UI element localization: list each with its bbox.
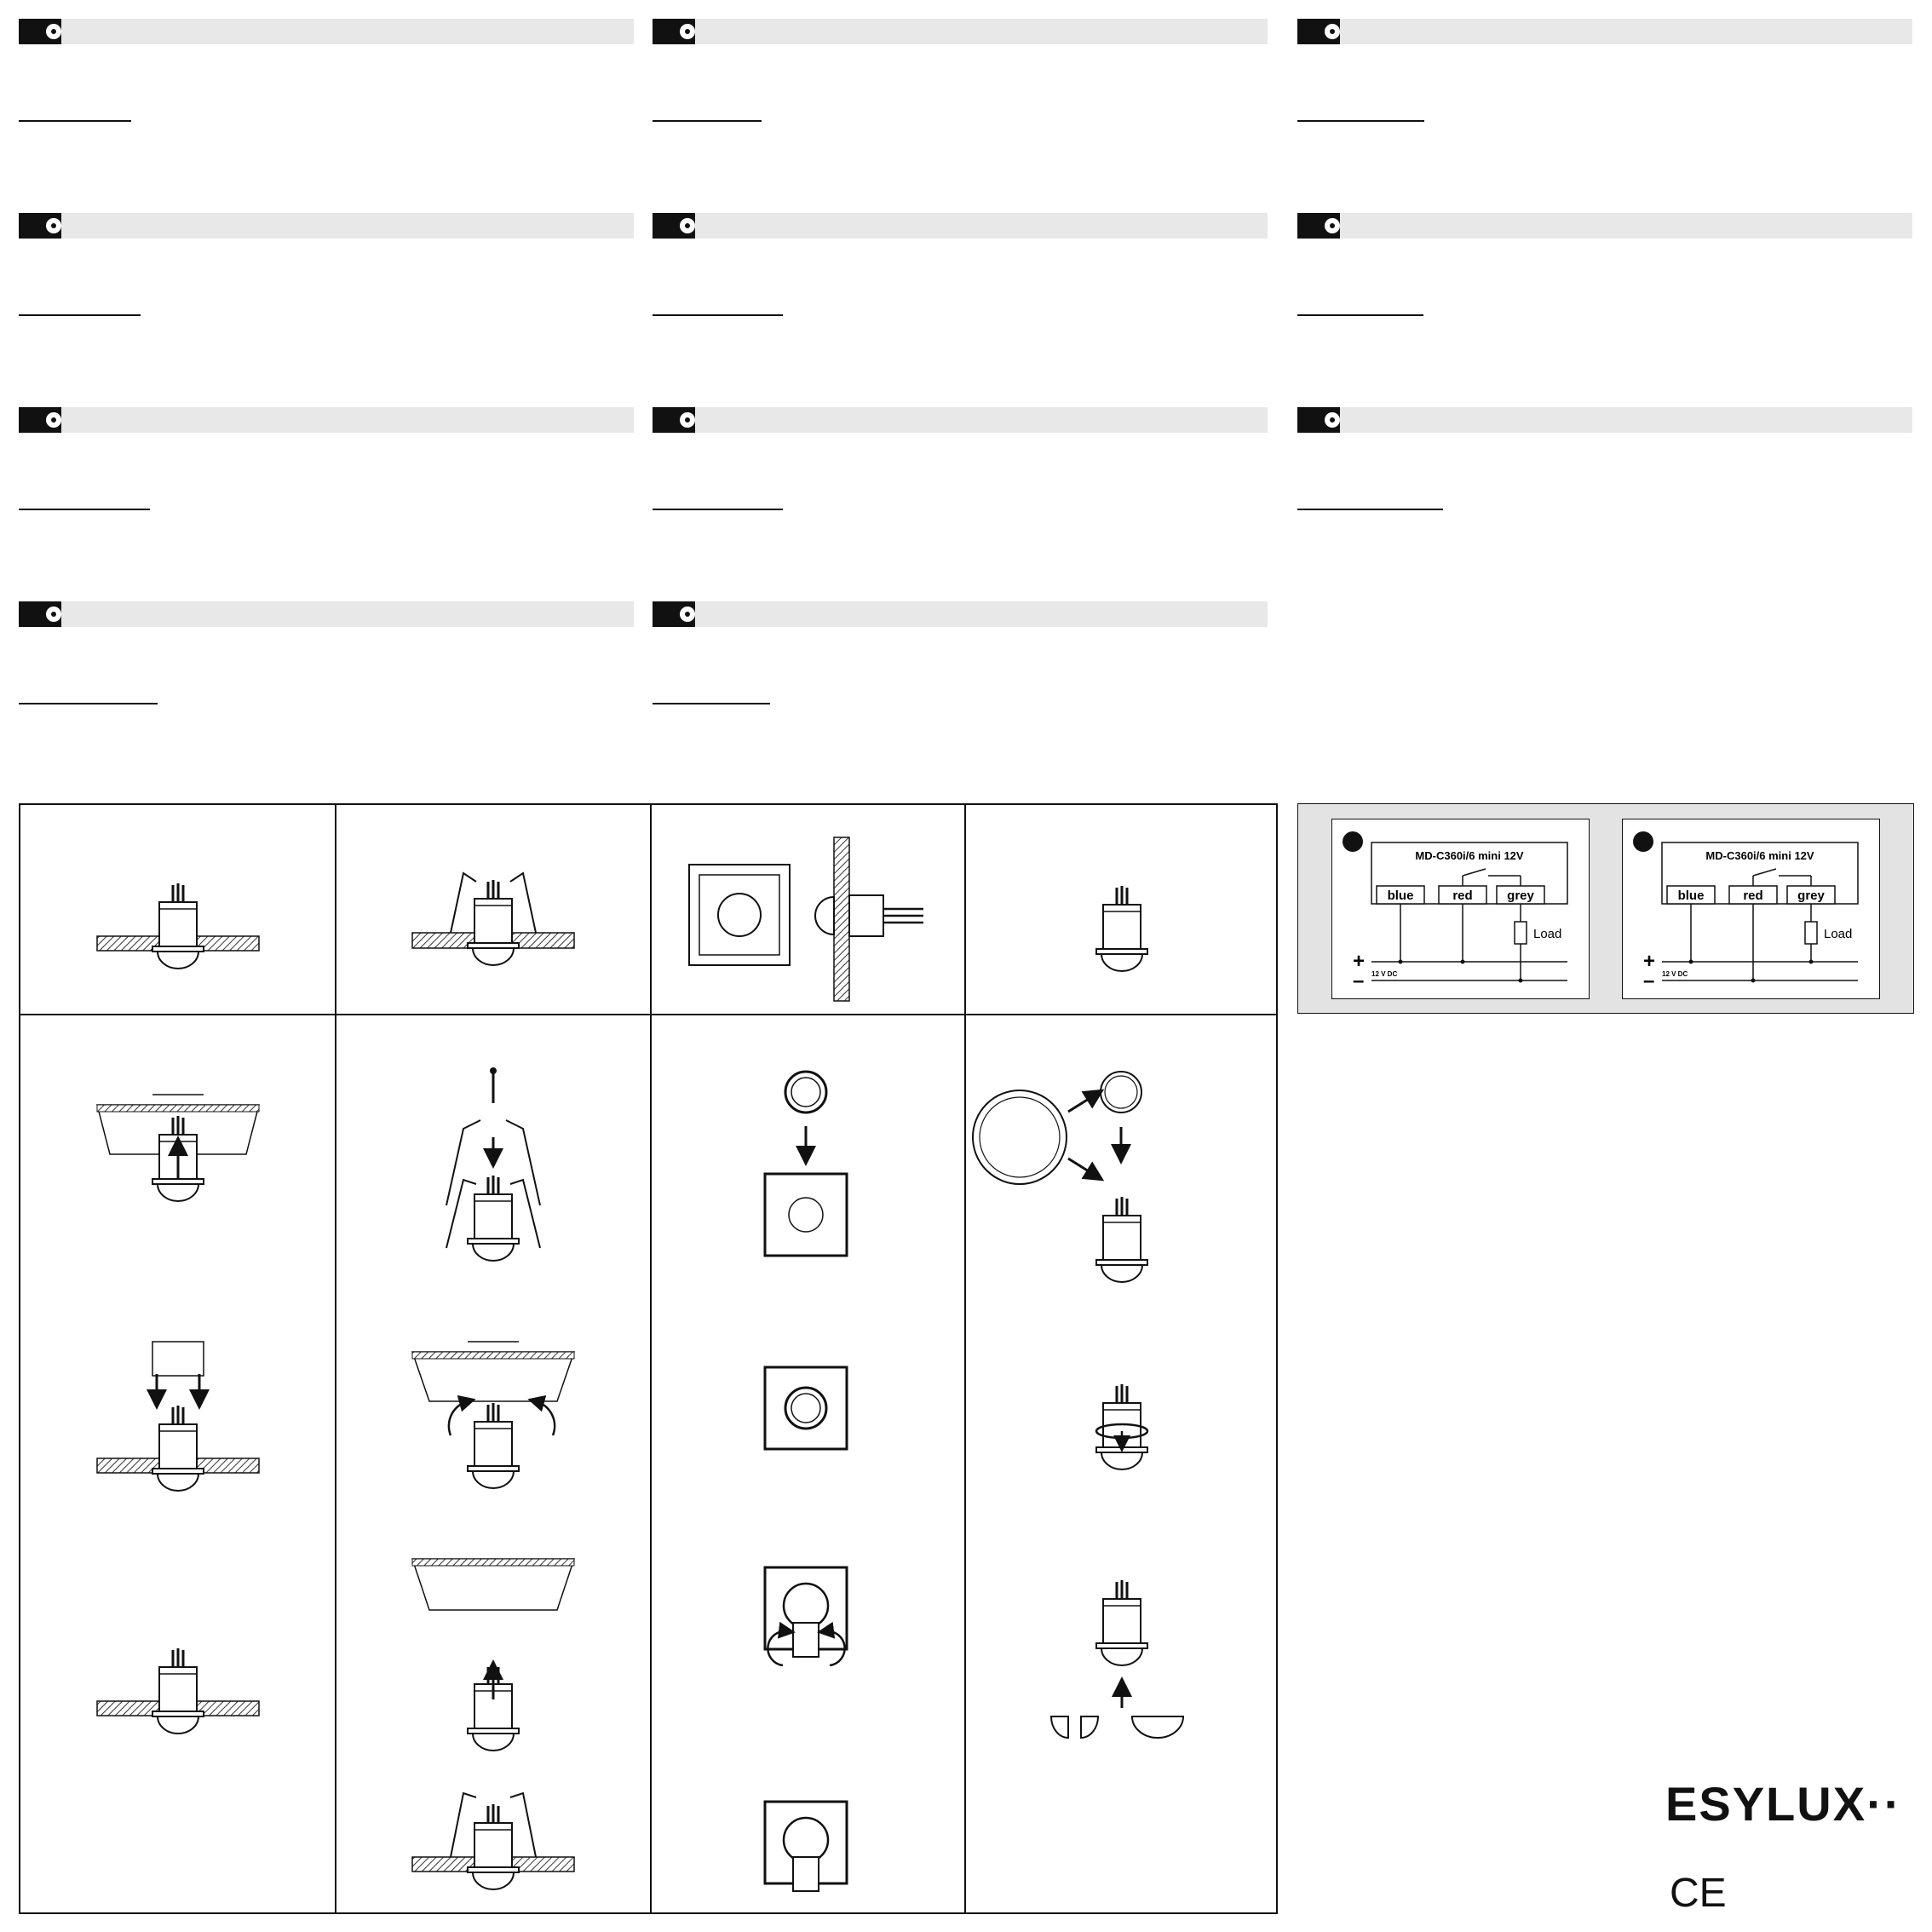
fig-col1-step2 [97, 1342, 259, 1491]
minus-symbol: – [1353, 969, 1365, 992]
lang-tab-icon [19, 407, 61, 433]
fig-col2-step2 [412, 1342, 574, 1488]
lang-block-8 [653, 407, 1268, 518]
esylux-logo-text: ESYLUX [1665, 1777, 1867, 1831]
lang-tab-icon [653, 601, 695, 627]
lang-underline [19, 120, 131, 122]
terminal-grey-label: grey [1797, 888, 1825, 903]
lang-header-bar [1297, 407, 1912, 433]
lang-block-7 [19, 407, 634, 518]
fig-col2-step3 [412, 1559, 574, 1751]
lang-header-bar [653, 601, 1268, 627]
load-label: Load [1824, 927, 1853, 941]
lang-underline [1297, 120, 1424, 122]
lang-tab-icon [19, 601, 61, 627]
installation-figure-grid [19, 803, 1278, 1914]
terminal-red-label: red [1452, 888, 1473, 903]
wiring-model-label: MD-C360i/6 mini 12V [1705, 849, 1814, 862]
lang-block-5 [653, 213, 1268, 324]
fig-sensor-spring-clips [412, 873, 574, 965]
fig-col2-step4 [412, 1793, 574, 1889]
lang-tab-icon [19, 19, 61, 44]
ce-mark: CE [1670, 1871, 1727, 1916]
fig-col3-step3 [765, 1567, 847, 1665]
esylux-logo-mark: ·· [1866, 1777, 1902, 1831]
supply-label: 12 V DC [1662, 970, 1688, 978]
lang-tab-icon [1297, 407, 1340, 433]
lang-header-bar [653, 213, 1268, 239]
supply-label: 12 V DC [1371, 970, 1398, 978]
lang-underline [653, 509, 783, 510]
wiring-diagram-a [1331, 819, 1590, 999]
lang-tab-icon [1297, 213, 1340, 239]
terminal-blue-label: blue [1387, 888, 1414, 903]
fig-col3-step2 [765, 1367, 847, 1449]
installation-drawings [20, 805, 1276, 1912]
fig-col4-step2 [1096, 1384, 1147, 1469]
lang-header-bar [653, 407, 1268, 433]
fig-col3-step4 [765, 1802, 847, 1891]
lang-block-9 [1297, 407, 1912, 518]
lang-header-bar [1297, 19, 1912, 44]
lang-underline [19, 509, 150, 510]
lang-underline [19, 703, 158, 704]
lang-underline [653, 703, 770, 704]
lang-tab-icon [1297, 19, 1340, 44]
fig-col4-step1 [973, 1072, 1147, 1282]
lang-tab-icon [653, 407, 695, 433]
terminal-blue-label: blue [1677, 888, 1705, 903]
lang-block-11 [653, 601, 1268, 712]
minus-symbol: – [1643, 969, 1655, 992]
wiring-diagram-panel [1297, 803, 1914, 1014]
lang-block-1 [19, 19, 634, 129]
lang-header-bar [653, 19, 1268, 44]
lang-block-2 [653, 19, 1268, 129]
plus-symbol: + [1353, 950, 1366, 973]
lang-underline [653, 120, 762, 122]
fig-col1-step1 [97, 1095, 259, 1201]
lang-tab-icon [653, 213, 695, 239]
lang-header-bar [19, 19, 634, 44]
fig-col3-step1 [765, 1072, 847, 1256]
lang-underline [653, 314, 783, 316]
terminal-grey-label: grey [1507, 888, 1534, 903]
lang-underline [1297, 314, 1423, 316]
lang-tab-icon [653, 19, 695, 44]
fig-col1-step3 [97, 1648, 259, 1734]
lang-underline [19, 314, 141, 316]
lang-block-10 [19, 601, 634, 712]
fig-sensor-flush-ceiling [97, 883, 259, 969]
fig-col4-step3 [1051, 1580, 1183, 1738]
lang-tab-icon [19, 213, 61, 239]
wiring-diagram-b [1622, 819, 1880, 999]
esylux-logo [1665, 1776, 1901, 1831]
wiring-model-label: MD-C360i/6 mini 12V [1415, 849, 1524, 862]
lang-block-4 [19, 213, 634, 324]
lang-underline [1297, 509, 1443, 510]
lang-header-bar [1297, 213, 1912, 239]
fig-sensor-surface-ring [1096, 886, 1147, 971]
fig-col2-step1 [446, 1067, 540, 1261]
load-label: Load [1533, 927, 1562, 941]
lang-header-bar [19, 601, 634, 627]
lang-block-6 [1297, 213, 1912, 324]
terminal-red-label: red [1743, 888, 1763, 903]
lang-block-3 [1297, 19, 1912, 129]
lang-header-bar [19, 407, 634, 433]
fig-sensor-wall-box [689, 837, 923, 1001]
lang-header-bar [19, 213, 634, 239]
plus-symbol: + [1643, 950, 1656, 973]
